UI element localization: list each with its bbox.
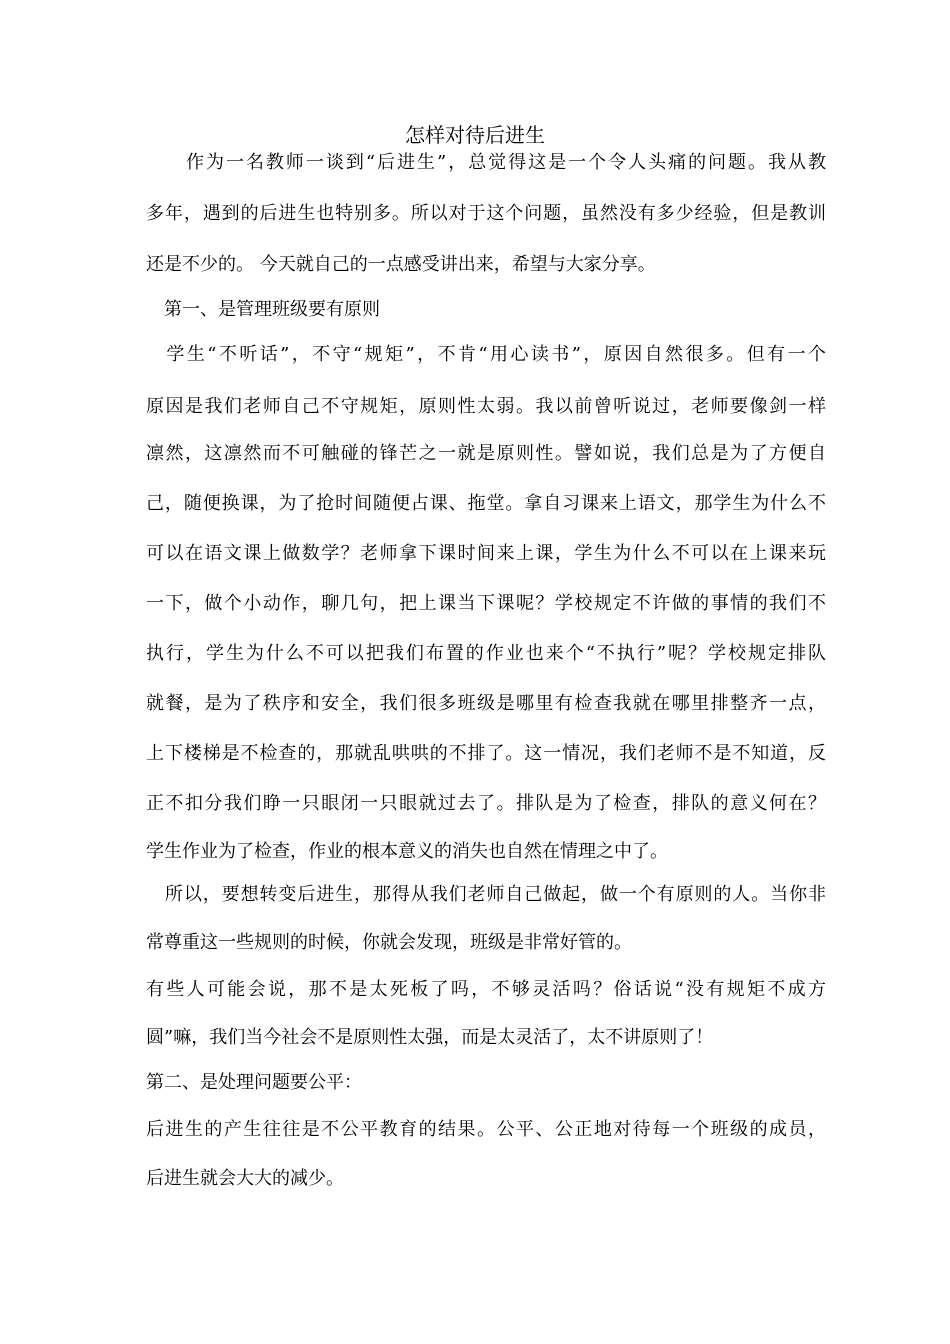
paragraph-line: 一下，做个小动作，聊几句，把上课当下课呢？学校规定不许做的事情的我们不 [146, 593, 826, 614]
paragraph-line: 常尊重这一些规则的时候，你就会发现，班级是非常好管的。 [146, 932, 632, 953]
paragraph-line: 执行，学生为什么不可以把我们布置的作业也来个“不执行”呢？学校规定排队 [146, 643, 826, 664]
paragraph-line: 后进生的产生往往是不公平教育的结果。公平、公正地对待每一个班级的成员， [146, 1119, 826, 1140]
paragraph-line: 可以在语文课上做数学？老师拿下课时间来上课，学生为什么不可以在上课来玩 [146, 543, 826, 564]
paragraph-line: 圆”嘛，我们当今社会不是原则性太强，而是太灵活了，太不讲原则了！ [146, 1027, 714, 1048]
paragraph-line: 上下楼梯是不检查的，那就乱哄哄的不排了。这一情况，我们老师不是不知道，反 [146, 743, 826, 764]
paragraph-line: 原因是我们老师自己不守规矩，原则性太弱。我以前曾听说过，老师要像剑一样 [146, 396, 826, 417]
section-heading: 第一、是管理班级要有原则 [146, 299, 380, 320]
paragraph-line: 还是不少的。 今天就自己的一点感受讲出来，希望与大家分享。 [146, 254, 656, 275]
paragraph-line: 就餐，是为了秩序和安全，我们很多班级是哪里有检查我就在哪里排整齐一点， [146, 693, 826, 714]
paragraph-line: 有些人可能会说，那不是太死板了吗，不够灵活吗？俗话说“没有规矩不成方 [146, 979, 826, 1000]
paragraph-line: 作为一名教师一谈到“后进生”，总觉得这是一个令人头痛的问题。我从教 [146, 152, 826, 173]
document-title: 怎样对待后进生 [405, 123, 545, 147]
paragraph-line: 学生“不听话”，不守“规矩”，不肯“用心读书”，原因自然很多。但有一个 [146, 344, 826, 365]
paragraph-line: 学生作业为了检查，作业的根本意义的消失也自然在情理之中了。 [146, 841, 668, 862]
paragraph-line: 己，随便换课，为了抢时间随便占课、拖堂。拿自习课来上语文，那学生为什么不 [146, 493, 826, 514]
paragraph-line: 后进生就会大大的减少。 [146, 1168, 344, 1189]
paragraph-line: 正不扣分我们睁一只眼闭一只眼就过去了。排队是为了检查，排队的意义何在？ [146, 793, 826, 814]
paragraph-line: 所以，要想转变后进生，那得从我们老师自己做起，做一个有原则的人。当你非 [146, 884, 826, 905]
section-heading: 第二、是处理问题要公平： [146, 1072, 362, 1093]
paragraph-line: 多年，遇到的后进生也特别多。所以对于这个问题，虽然没有多少经验，但是教训 [146, 203, 826, 224]
paragraph-line: 凛然，这凛然而不可触碰的锋芒之一就是原则性。譬如说，我们总是为了方便自 [146, 443, 826, 464]
